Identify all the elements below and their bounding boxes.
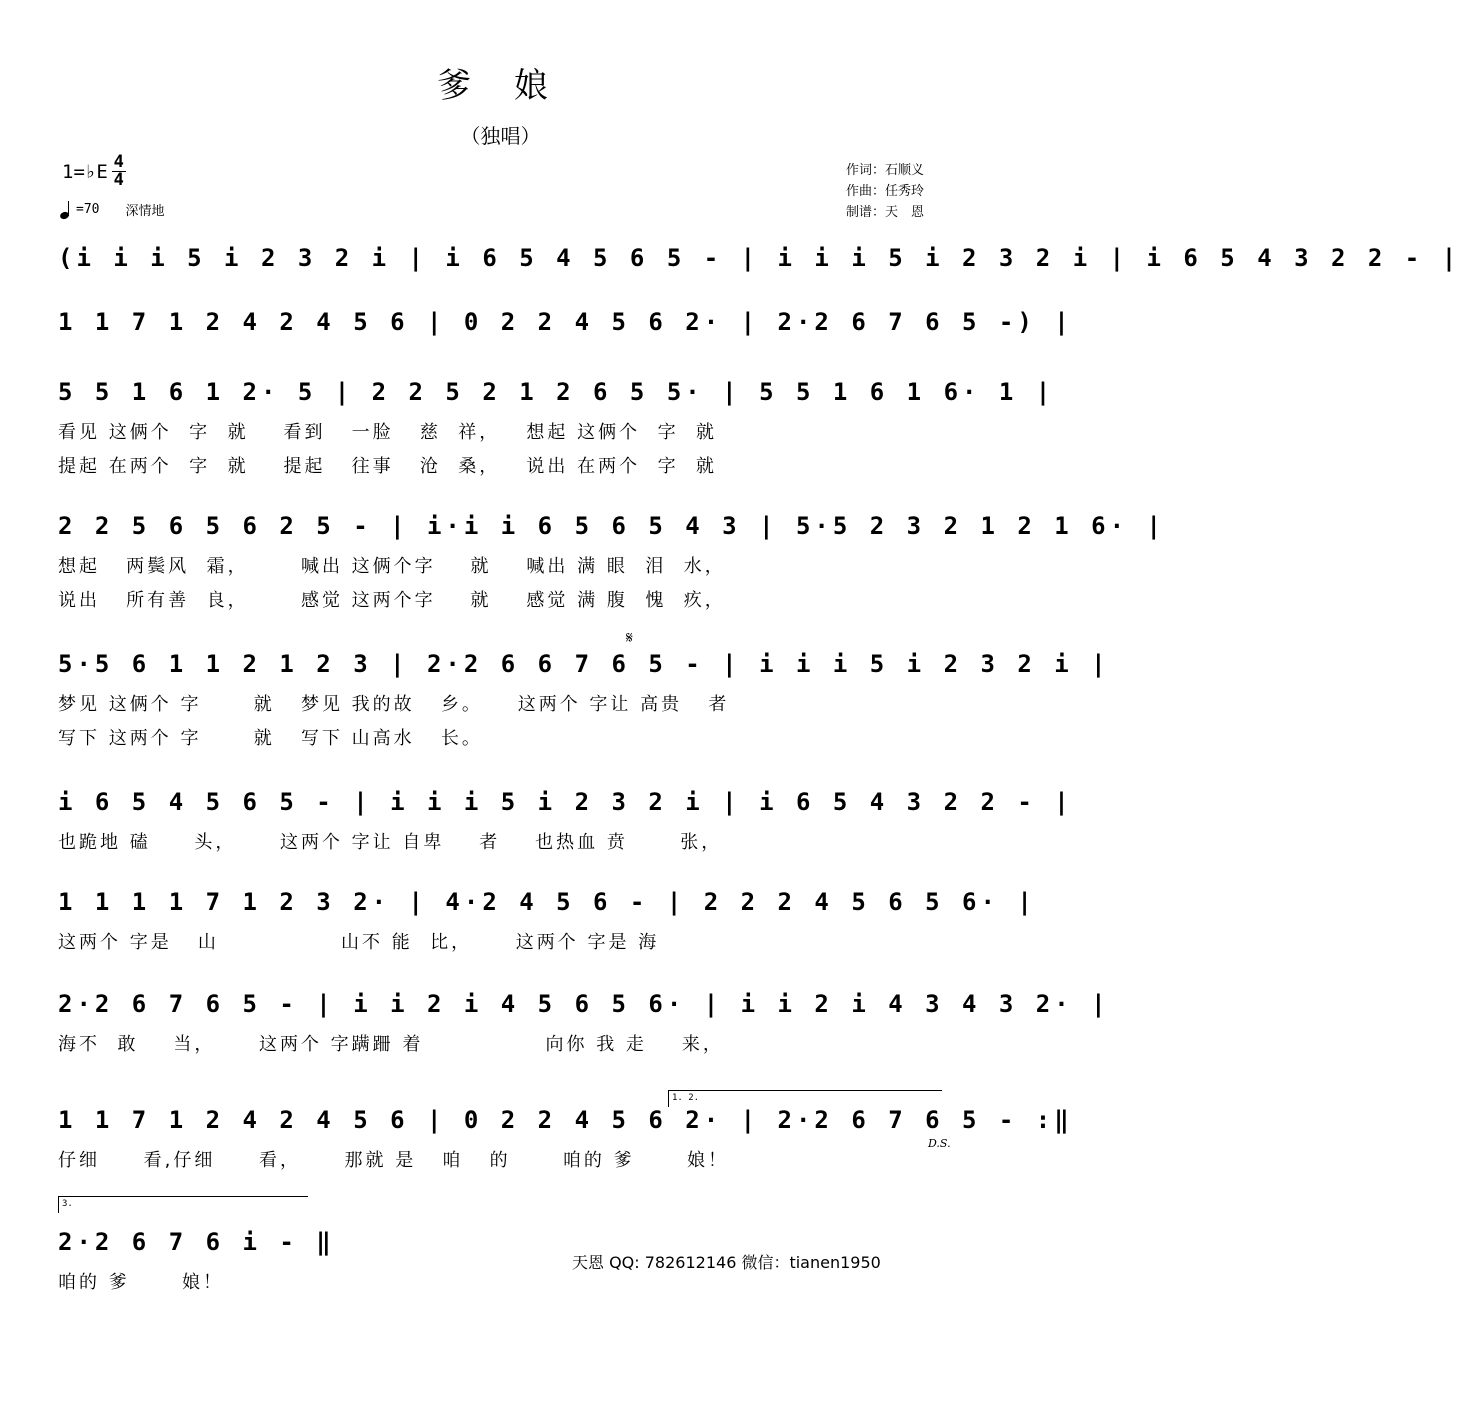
lyric-line: 这两个 字是 山 山不 能 比， 这两个 字是 海 <box>58 932 660 953</box>
ds-marking: D.S. <box>928 1137 951 1150</box>
volta-bracket-3: 3. <box>58 1196 308 1213</box>
key-signature <box>62 154 126 189</box>
tempo-value: =70 <box>76 202 100 217</box>
notation-line: (i i i 5 i 2 3 2 i | i 6 5 4 5 6 5 - | i i i 5 i 2 3 2 i | i 6 5 4 3 2 2 - | <box>58 244 1460 272</box>
credits <box>846 160 924 223</box>
lyric-line: 仔细 看,仔细 看， 那就 是 咱 的 咱的 爹 娘！ <box>58 1150 729 1171</box>
lyric-line: 看见 这俩个 字 就 看到 一脸 慈 祥， 想起 这俩个 字 就 <box>58 422 718 443</box>
time-signature: $\frac{4}{4}$ <box>113 152 124 190</box>
key-label: 1=♭E <box>62 160 108 183</box>
lyric-line: 提起 在两个 字 就 提起 往事 沧 桑， 说出 在两个 字 就 <box>58 456 718 477</box>
notation-line: i 6 5 4 5 6 5 - | i i i 5 i 2 3 2 i | i 6 5 4 3 2 2 - | <box>58 788 1073 816</box>
volta-bracket-1-2: 1. 2. <box>668 1090 942 1107</box>
expression-mark: 深情地 <box>125 204 165 219</box>
notation-line: 1 1 7 1 2 4 2 4 5 6 | 0 2 2 4 5 6 2· | 2·2 6 7 6 5 -) | <box>58 308 1073 336</box>
tempo-marking <box>60 200 165 219</box>
lyric-line: 想起 两鬓风 霜， 喊出 这俩个字 就 喊出 满 眼 泪 水， <box>58 556 726 577</box>
arranger: 制谱：天 恩 <box>846 205 925 220</box>
notation-line: 5 5 1 6 1 2· 5 | 2 2 5 2 1 2 6 5 5· | 5 5 1 6 1 6· 1 | <box>58 378 1055 406</box>
lyric-line: 咱的 爹 娘！ <box>58 1272 225 1293</box>
lyric-line: 海不 敢 当， 这两个 字蹒跚 着 向你 我 走 来， <box>58 1034 724 1055</box>
footer-contact: 天恩 QQ: 782612146 微信：tianen1950 <box>572 1253 881 1272</box>
notation-line: 1 1 1 1 7 1 2 3 2· | 4·2 4 5 6 - | 2 2 2 4 5 6 5 6· | <box>58 888 1036 916</box>
quarter-note-icon <box>60 201 72 219</box>
lyric-line: 写下 这两个 字 就 写下 山高水 长。 <box>58 728 483 749</box>
song-title: 爹 娘 <box>437 66 564 106</box>
lyric-line: 说出 所有善 良， 感觉 这两个字 就 感觉 满 腹 愧 疚， <box>58 590 726 611</box>
composer: 作曲：任秀玲 <box>846 184 925 199</box>
notation-line: 2 2 5 6 5 6 2 5 - | i·i i 6 5 6 5 4 3 | 5·5 2 3 2 1 2 1 6· | <box>58 512 1165 540</box>
notation-line: 1 1 7 1 2 4 2 4 5 6 | 0 2 2 4 5 6 2· | 2·2 6 7 6 5 - :‖ <box>58 1106 1073 1134</box>
lyric-line: 梦见 这俩个 字 就 梦见 我的故 乡。 这两个 字让 高贵 者 <box>58 694 730 715</box>
song-subtitle: （独唱） <box>460 124 541 148</box>
lyricist: 作词：石顺义 <box>846 163 925 178</box>
notation-line: 2·2 6 7 6 i - ‖ <box>58 1228 335 1256</box>
segno-sign: 𝄋 <box>626 628 633 647</box>
notation-line: 2·2 6 7 6 5 - | i i 2 i 4 5 6 5 6· | i i 2 i 4 3 4 3 2· | <box>58 990 1110 1018</box>
notation-line: 5·5 6 1 1 2 1 2 3 | 2·2 6 6 7 6 5 - | i i i 5 i 2 3 2 i | <box>58 650 1110 678</box>
lyric-line: 也跪地 磕 头， 这两个 字让 自卑 者 也热血 贲 张， <box>58 832 723 853</box>
